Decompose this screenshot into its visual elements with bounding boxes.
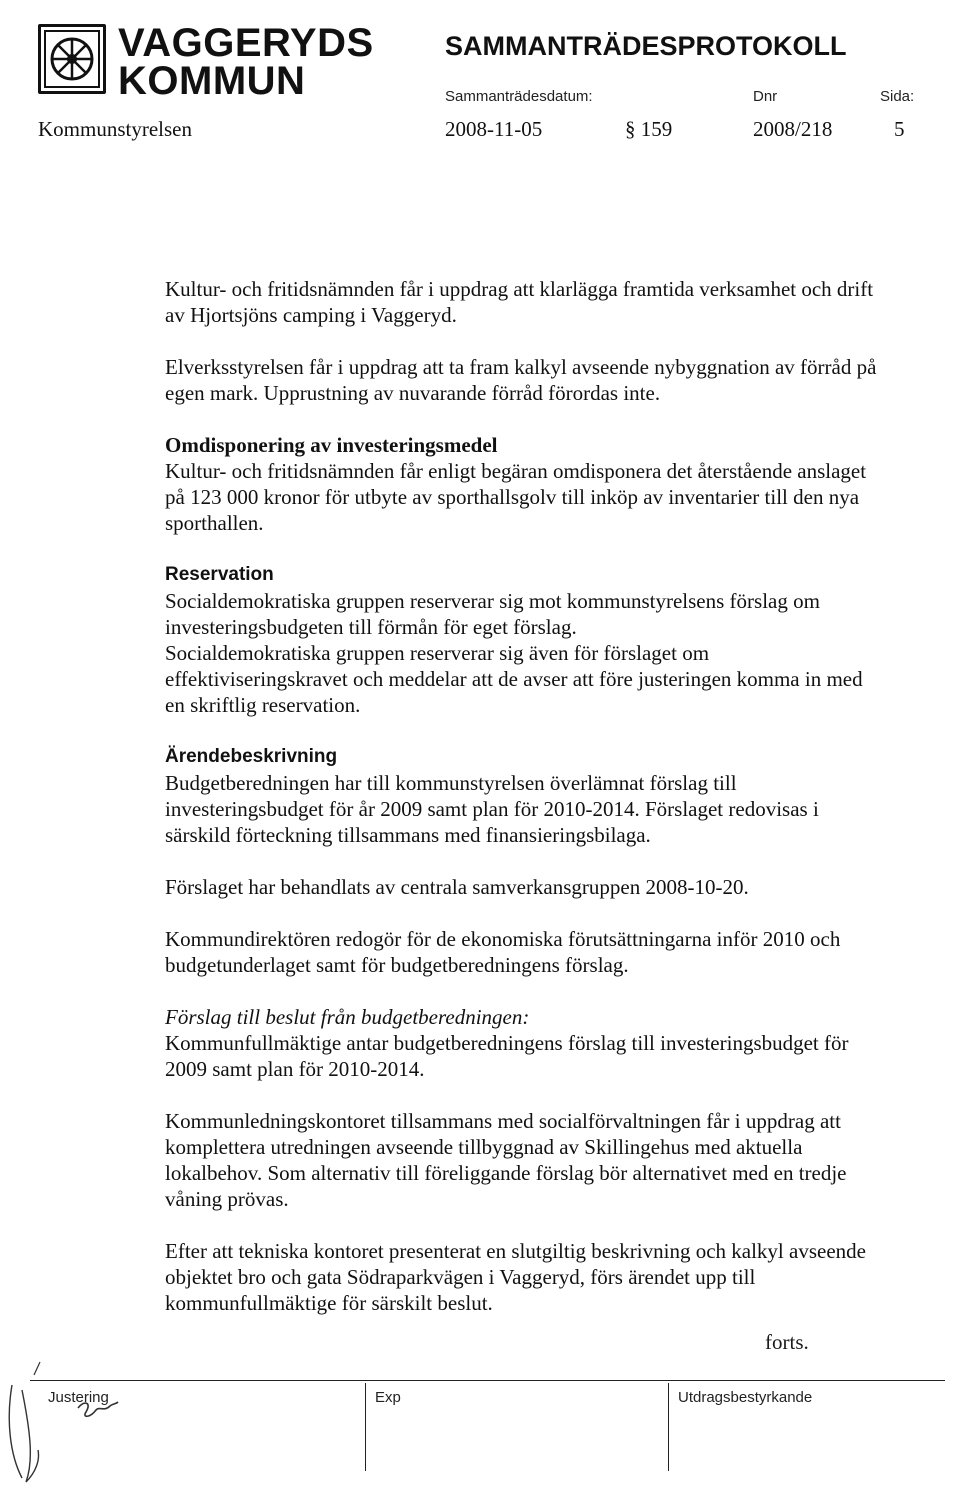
municipality-logo — [38, 24, 106, 94]
paragraph-reservation-2: Socialdemokratiska gruppen reserverar sig även för förslaget om effektiviseringskravet och meddelar att de avser att före justeringen komma in med en skriftlig reservation. — [165, 641, 863, 717]
wheel-emblem-icon — [41, 27, 103, 91]
paragraph-skillingehus: Kommunledningskontoret tillsammans med socialförvaltningen får i uppdrag att komplettera utredningen avseende tillbyggnad av Skillingehus med aktuella lokalbehov. Som alternativ till föreliggande förslag bör alternativet med en tredje våning prövas. — [165, 1109, 847, 1211]
heading-forslag-till-beslut: Förslag till beslut från budgetberedningen: — [165, 1005, 530, 1029]
handwritten-signature — [0, 1360, 140, 1489]
continued-note: forts. — [765, 1330, 809, 1354]
page-label: Sida: — [880, 88, 915, 105]
footer-utdrag-label: Utdragsbestyrkande — [678, 1389, 813, 1406]
meeting-date: 2008-11-05 — [445, 117, 543, 141]
body-name: Kommunstyrelsen — [38, 117, 192, 141]
footer-separator-2 — [668, 1383, 669, 1471]
document-title: SAMMANTRÄDESPROTOKOLL — [445, 31, 847, 61]
paragraph-number: § 159 — [625, 117, 673, 141]
org-name-line1: VAGGERYDS — [118, 21, 374, 65]
dnr-value: 2008/218 — [753, 117, 833, 141]
heading-omdisponering: Omdisponering av investeringsmedel — [165, 433, 498, 457]
page-number: 5 — [894, 117, 905, 141]
protocol-body — [165, 276, 885, 1316]
paragraph-kommunfullmaktige: Kommunfullmäktige antar budgetberedningens förslag till investeringsbudget för 2009 samt plan för 2010-2014. — [165, 1031, 849, 1081]
date-label: Sammanträdesdatum: — [445, 88, 593, 105]
paragraph-reservation-1: Socialdemokratiska gruppen reserverar sig mot kommunstyrelsens förslag om investeringsbudgeten till förmån för eget förslag. — [165, 589, 820, 639]
paragraph-budgetberedning: Budgetberedningen har till kommunstyrelsen överlämnat förslag till investeringsbudget för år 2009 samt plan för 2010-2014. Förslaget redovisas i särskild förteckning tillsammans med finansieringsbilaga. — [165, 771, 819, 847]
paragraph-sodraparkvagen: Efter att tekniska kontoret presenterat en slutgiltig beskrivning och kalkyl avseende objektet bro och gata Södraparkvägen i Vaggeryd, förs ärendet upp till kommunfullmäktige för särskilt beslut. — [165, 1239, 866, 1315]
dnr-label: Dnr — [753, 88, 778, 105]
heading-reservation: Reservation — [165, 564, 274, 585]
footer-divider — [30, 1380, 945, 1381]
heading-arendebeskrivning: Ärendebeskrivning — [165, 746, 338, 767]
footer-separator-1 — [365, 1383, 366, 1471]
paragraph-camping: Kultur- och fritidsnämnden får i uppdrag att klarlägga framtida verksamhet och drift av Hjortsjöns camping i Vaggeryd. — [165, 277, 874, 327]
municipality-name — [118, 21, 374, 103]
footer-justering-label: Justering — [48, 1389, 109, 1406]
footer-exp-label: Exp — [375, 1389, 401, 1406]
paragraph-forrad: Elverksstyrelsen får i uppdrag att ta fram kalkyl avseende nybyggnation av förråd på egen mark. Upprustning av nuvarande förråd förordas inte. — [165, 355, 877, 405]
paragraph-kommundirektor: Kommundirektören redogör för de ekonomiska förutsättningarna inför 2010 och budgetunderlaget samt för budgetberedningens förslag. — [165, 927, 841, 977]
paragraph-samverkan: Förslaget har behandlats av centrala samverkansgruppen 2008-10-20. — [165, 875, 749, 899]
paragraph-omdisponering: Kultur- och fritidsnämnden får enligt begäran omdisponera det återstående anslaget på 123 000 kronor för utbyte av sporthallsgolv till inköp av inventarier till den nya sporthallen. — [165, 459, 867, 535]
org-name-line2: KOMMUN — [118, 59, 306, 103]
